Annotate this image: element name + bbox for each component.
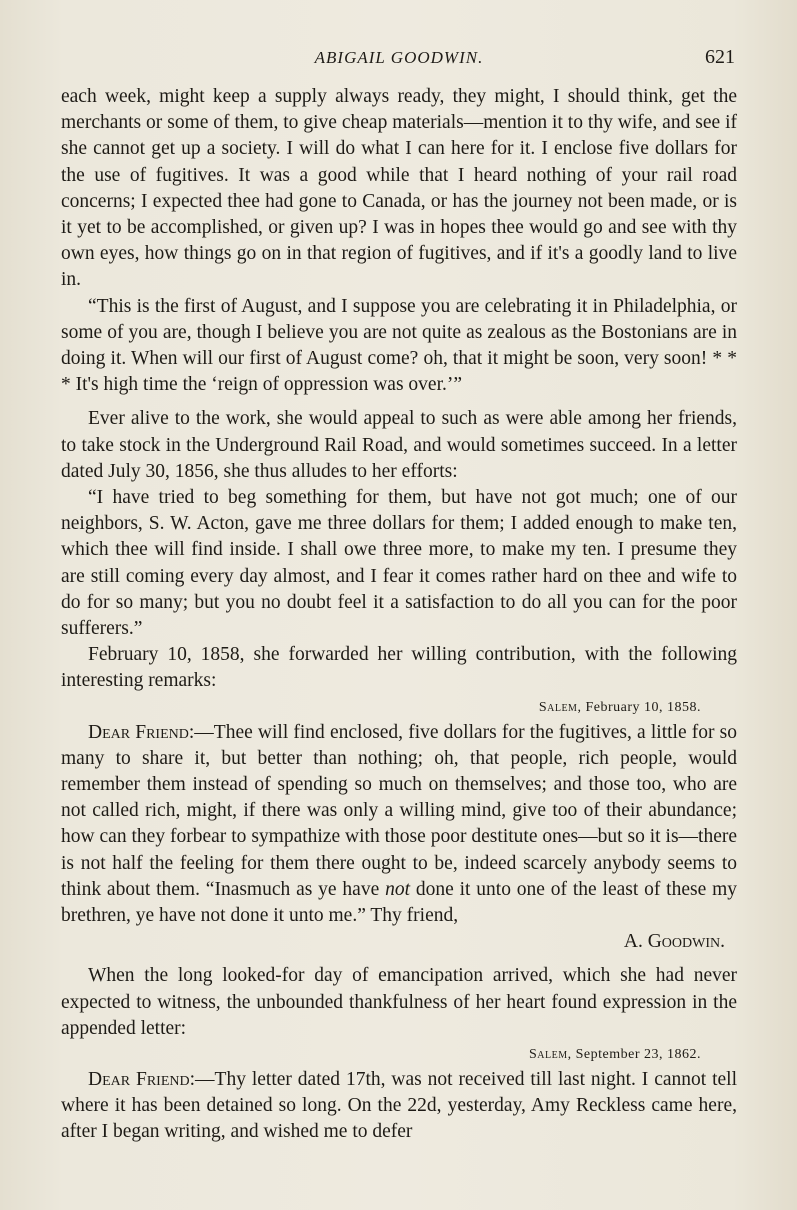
paragraph-letter-1856: “I have tried to beg something for them, but have not got much; one of our neighbors, S. W. Acton, gave me three dollars for them; I added enough to make ten, which thee will find inside. I shall owe three more, to make my ten. I presume they are still coming every day almost, and I fear it comes rather hard on thee and wife to do for so many; but you no doubt feel it a satisfaction to do all you can for the poor sufferers.” — [61, 487, 737, 640]
paragraph-narrative-1858: February 10, 1858, she forwarded her willing contribution, with the following interesting remarks: — [61, 644, 737, 692]
dateline-1862 — [61, 1043, 737, 1067]
paragraph-letter-1862 — [61, 1067, 737, 1146]
dateline-date: September 23, 1862. — [575, 1046, 701, 1062]
letter-1862-text: :—Thy letter dated 17th, was not received till last night. I cannot tell where it has been detained so long. On the 22d, yesterday, Amy Reckless came here, after I began writing, and wished me to defer — [61, 1068, 737, 1143]
salutation: Dear Friend — [88, 721, 189, 743]
paragraph-letter-1858 — [61, 720, 737, 930]
paragraph-first-of-august: “This is the first of August, and I suppose you are celebrating it in Philadelphia, or some of you are, though I believe you are not quite as zealous as the Bostonians are in doing it. When will our first of August come? oh, that it might be soon, very soon! * * * It's high time the ‘reign of oppression was over.’” — [61, 295, 737, 396]
body-text — [61, 84, 737, 1146]
page-number: 621 — [705, 46, 735, 68]
paragraph-letter-continued: each week, might keep a supply always ready, they might, I should think, get the merchants or some of them, to give cheap materials—mention it to thy wife, and see if she cannot get up a society. I will do what I can here for it. I enclose five dollars for the use of fugitives. It was a good while that I heard nothing of your rail road concerns; I expected thee had gone to Canada, or has the journey not been made, or is it yet to be accomplished, or given up? I was in hopes thee would go and see with thy own eyes, how things go on in that region of fugitives, and if it's a goodly land to live in. — [61, 86, 737, 291]
paragraph-narrative-stock: Ever alive to the work, she would appeal to such as were able among her friends, to take stock in the Underground Rail Road, and would sometimes succeed. In a letter dated July 30, 1856, she thus alludes to her efforts: — [61, 408, 737, 482]
dateline-place: Salem, — [538, 699, 582, 715]
salutation: Dear Friend — [88, 1068, 190, 1090]
dateline-1858 — [61, 696, 737, 720]
dateline-place: Salem, — [529, 1046, 572, 1062]
letter-1858-text: :—Thee will find enclosed, five dollars for the fugitives, a little for so many to share it, but better than nothing; oh, that people, rich people, would remember them instead of spending so much on themselves; and those too, who are not called rich, might, if there was only a willing mind, give too of their abundance; how can they forbear to sympathize with those poor destitute ones—but so it is—there is not half the feeling for them there ought to be, indeed scarcely anybody seems to think about them. “Inasmuch as ye have — [61, 721, 737, 900]
page-header — [61, 44, 737, 84]
signature: A. Goodwin. — [623, 931, 725, 953]
running-head: ABIGAIL GOODWIN. — [314, 48, 484, 67]
paragraph-emancipation: When the long looked-for day of emancipation arrived, which she had never expected to witness, the unbounded thankfulness of her heart found expression in the appended letter: — [61, 965, 737, 1039]
letter-1858-end: done it unto one of the least of these my brethren, ye have not done it unto me.” Thy friend, — [61, 878, 738, 927]
dateline-date: February 10, 1858. — [585, 699, 701, 715]
emphasis-not: not — [385, 878, 411, 900]
